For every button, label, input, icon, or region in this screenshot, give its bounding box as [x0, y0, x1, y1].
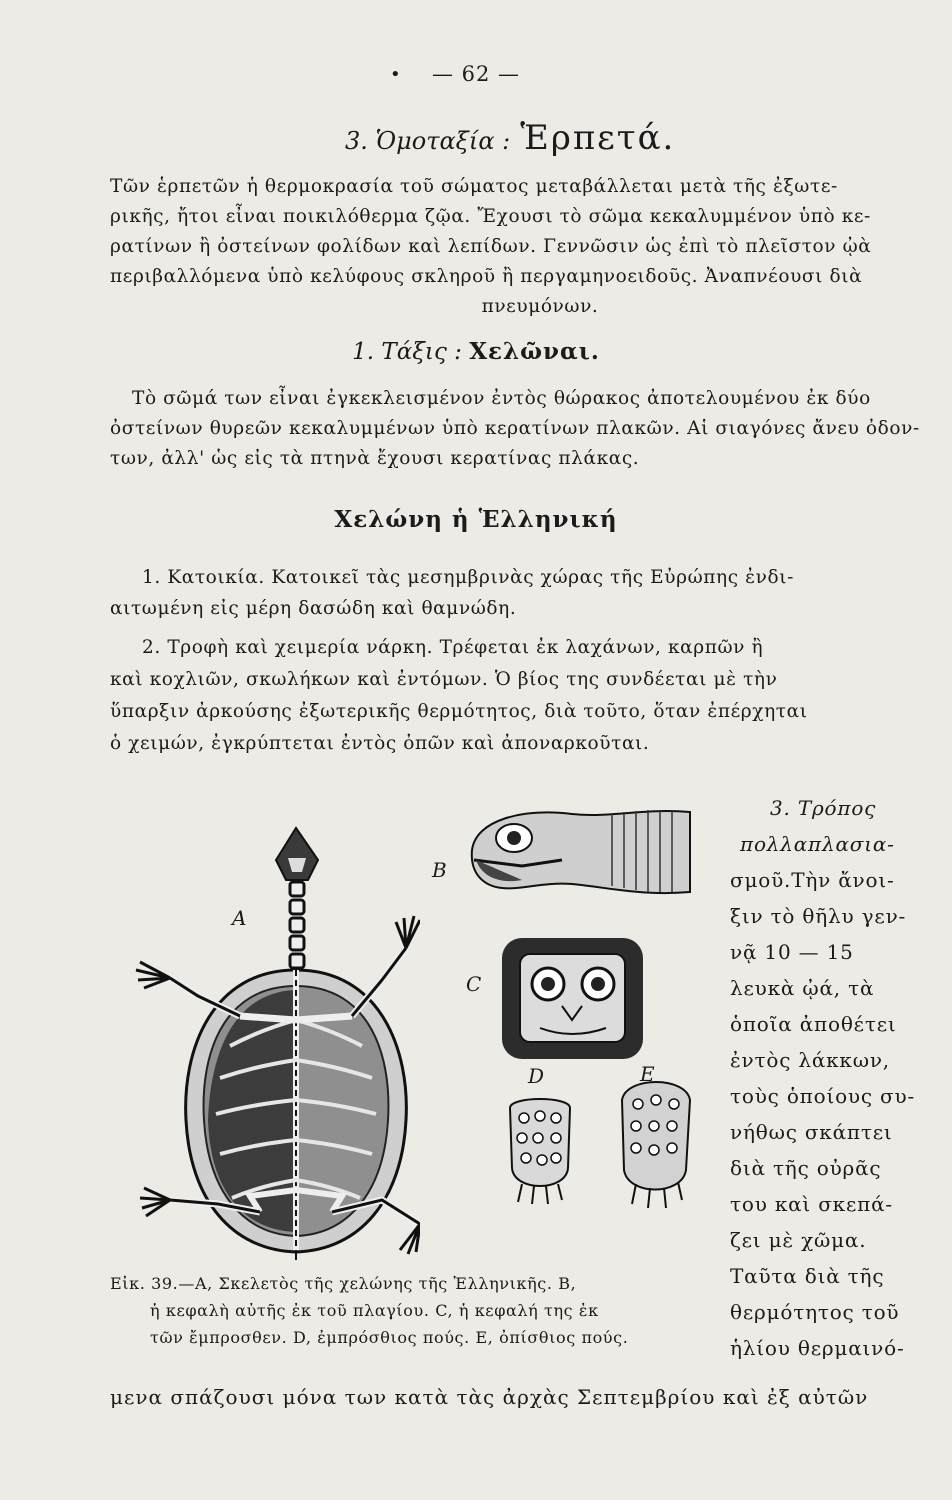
reproduction-column — [730, 790, 916, 1366]
figure-label-b: B — [432, 858, 447, 882]
order-label: 1. Τάξις : — [352, 339, 462, 365]
text-line: Τὸ σῶμά των εἶναι ἐγκεκλεισμένον ἐντὸς θώρακος ἀποτελουμένου ἐκ δύο — [132, 388, 871, 409]
text-line: 1. Κατοικία. Κατοικεῖ τὰς μεσημβρινὰς χώρας τῆς Εὐρώπης ἐνδι- — [142, 567, 794, 588]
class-label: 3. Ὁμοταξία : — [345, 127, 511, 155]
text-line: ξιν τὸ θῆλυ γεν- — [730, 904, 907, 928]
decorative-dot: • — [390, 64, 401, 85]
food-paragraph — [110, 632, 930, 760]
figure-label-a: A — [232, 906, 247, 930]
text-line: Ταῦτα διὰ τῆς — [730, 1264, 885, 1288]
text-line: Τῶν ἑρπετῶν ἡ θερμοκρασία τοῦ σώματος μεταβάλλεται μετὰ τῆς ἐξωτε- — [110, 176, 838, 197]
text-line: σμοῦ.Τὴν ἄνοι- — [730, 868, 895, 892]
class-heading — [345, 118, 675, 158]
front-foot-figure — [500, 1088, 580, 1208]
caption-line: Εἰκ. 39.—A, Σκελετὸς τῆς χελώνης τῆς Ἑλληνικῆς. B, — [110, 1274, 577, 1293]
order-paragraph — [110, 384, 930, 474]
figure-label-c: C — [466, 972, 482, 996]
turtle-head-front-figure — [500, 936, 645, 1061]
caption-line: ἡ κεφαλὴ αὐτῆς ἐκ τοῦ πλαγίου. C, ἡ κεφαλή της ἐκ — [150, 1301, 599, 1320]
text-line: διὰ τῆς οὐρᾶς — [730, 1156, 882, 1180]
text-line: ζει μὲ χῶμα. — [730, 1228, 867, 1252]
text-line: ὁποῖα ἀποθέτει — [730, 1012, 897, 1036]
text-line: ρικῆς, ἤτοι εἶναι ποικιλόθερμα ζῷα. Ἔχουσι τὸ σῶμα κεκαλυμμένον ὑπὸ κε- — [110, 206, 871, 227]
class-name: Ἑρπετά. — [520, 118, 676, 158]
text-line: πολλαπλασια- — [740, 832, 895, 856]
text-line: ἐντὸς λάκκων, — [730, 1048, 890, 1072]
species-title: Χελώνη ἡ Ἑλληνική — [334, 506, 618, 533]
intro-paragraph — [110, 172, 930, 322]
hind-foot-figure — [606, 1070, 702, 1210]
text-line: ὀστείνων θυρεῶν κεκαλυμμένων ὑπὸ κερατίνων πλακῶν. Αἱ σιαγόνες ἄνευ ὀδον- — [110, 418, 920, 439]
text-line: νήθως σκάπτει — [730, 1120, 893, 1144]
order-heading — [0, 338, 952, 365]
text-line: 3. Τρόπος — [770, 796, 877, 820]
closing-line: μενα σπάζουσι μόνα των κατὰ τὰς ἀρχὰς Σεπτεμβρίου καὶ ἐξ αὐτῶν — [110, 1385, 869, 1409]
text-line: καὶ κοχλιῶν, σκωλήκων καὶ ἐντόμων. Ὁ βίος της συνδέεται μὲ τὴν — [110, 669, 778, 690]
page-number: — 62 — — [431, 62, 521, 86]
text-line: τοὺς ὁποίους συ- — [730, 1084, 916, 1108]
text-line: περιβαλλόμενα ὑπὸ κελύφους σκληροῦ ἢ περγαμηνοειδοῦς. Ἀναπνέουσι διὰ — [110, 266, 863, 287]
text-line: ὁ χειμών, ἐγκρύπτεται ἐντὸς ὀπῶν καὶ ἀποναρκοῦται. — [110, 733, 650, 754]
text-line: των, ἀλλ' ὡς εἰς τὰ πτηνὰ ἔχουσι κερατίνας πλάκας. — [110, 448, 640, 469]
text-line: ἡλίου θερμαινό- — [730, 1336, 905, 1360]
text-line: θερμότητος τοῦ — [730, 1300, 900, 1324]
order-name: Χελῶναι. — [469, 338, 600, 365]
turtle-head-side-figure — [462, 800, 692, 900]
text-line: λευκὰ ᾠά, τὰ — [730, 976, 875, 1000]
text-line: αιτωμένη εἰς μέρη δασώδη καὶ θαμνώδη. — [110, 598, 517, 619]
figure-label-d: D — [528, 1064, 545, 1088]
text-line: πνευμόνων. — [481, 296, 599, 317]
figure-caption — [110, 1270, 690, 1351]
text-line: νᾷ 10 — 15 — [730, 940, 854, 964]
text-line: 2. Τροφὴ καὶ χειμερία νάρκη. Τρέφεται ἐκ λαχάνων, καρπῶν ἢ — [142, 637, 764, 658]
caption-line: τῶν ἔμπροσθεν. D, ἐμπρόσθιος πούς. E, ὀπίσθιος πούς. — [150, 1328, 629, 1347]
text-line: ὕπαρξιν ἀρκούσης ἐξωτερικῆς θερμότητος, διὰ τοῦτο, ὅταν ἐπέρχηται — [110, 701, 808, 722]
text-line: του καὶ σκεπά- — [730, 1192, 893, 1216]
habitat-paragraph — [110, 562, 930, 624]
figure-label-e: E — [640, 1062, 655, 1086]
text-line: ρατίνων ἢ ὀστείνων φολίδων καὶ λεπίδων. Γεννῶσιν ὡς ἐπὶ τὸ πλεῖστον ᾠὰ — [110, 236, 872, 257]
turtle-skeleton-figure — [120, 820, 420, 1260]
